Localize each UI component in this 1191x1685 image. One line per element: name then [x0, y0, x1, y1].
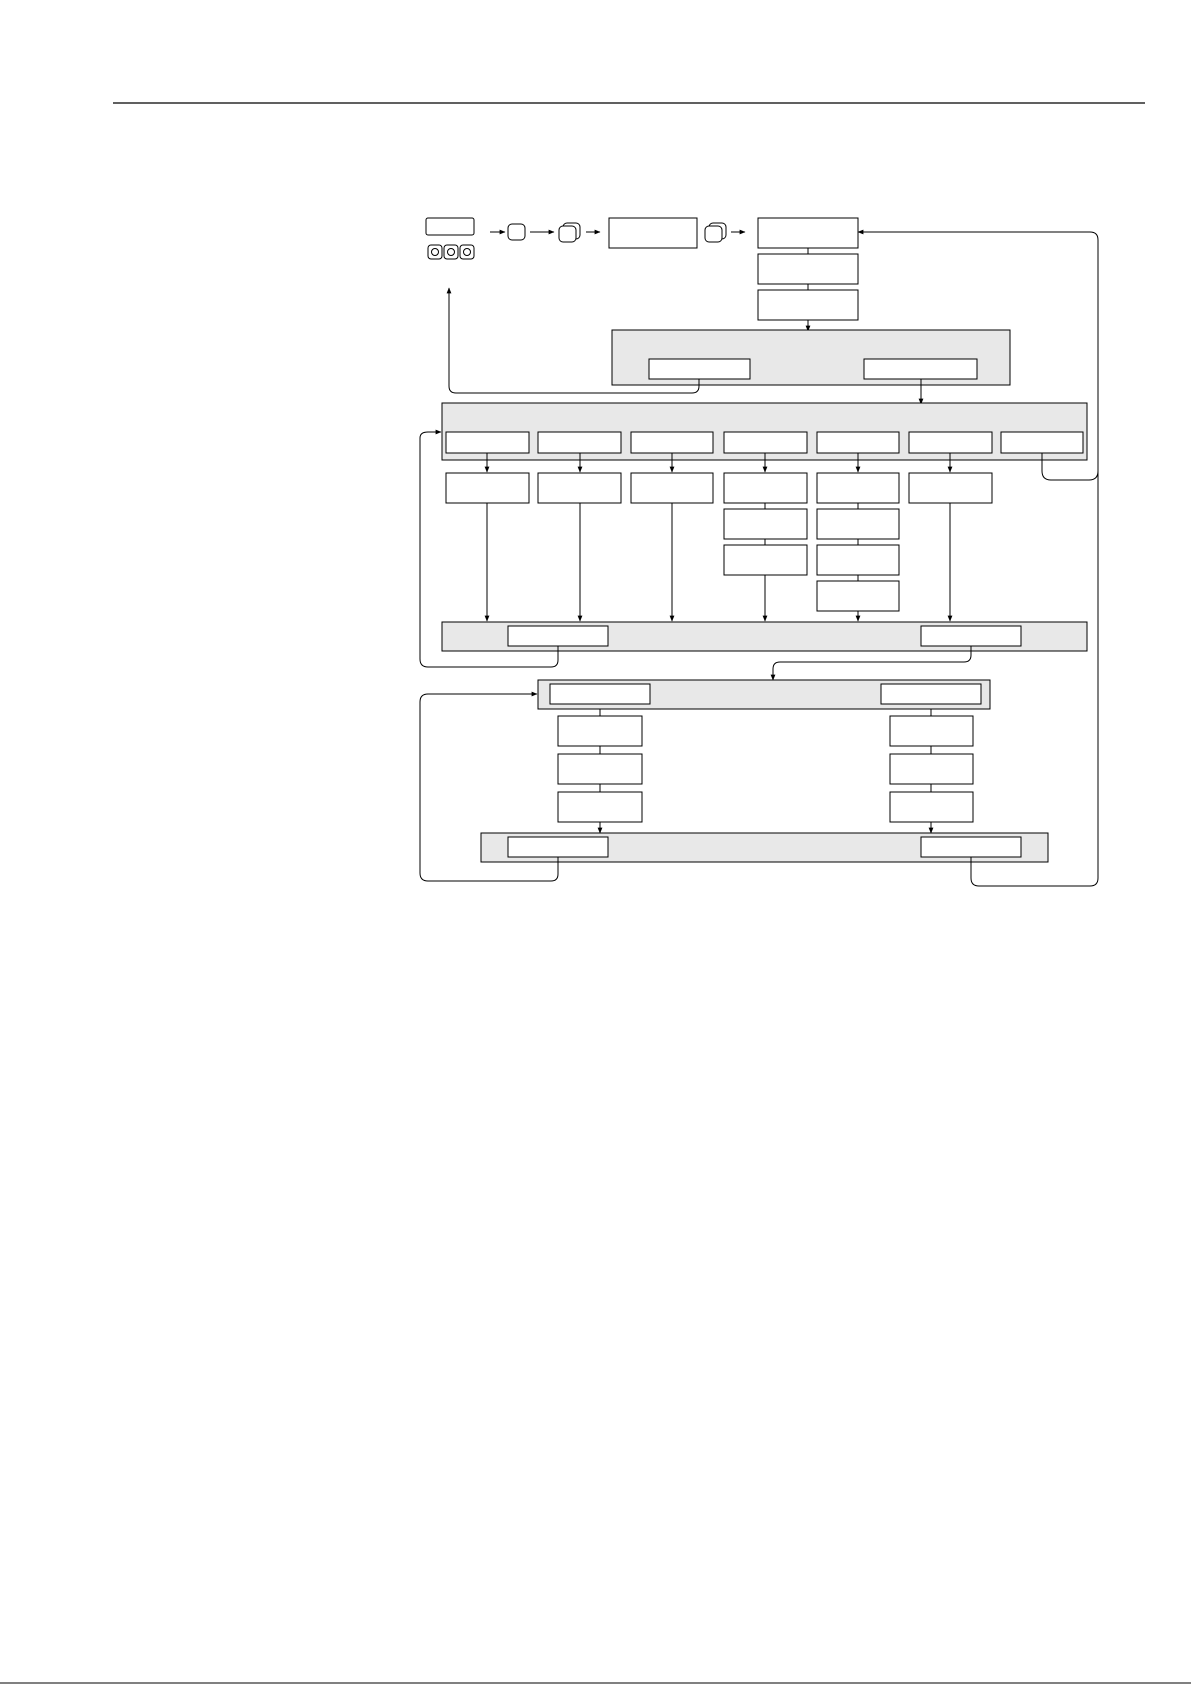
key-icon-row — [428, 245, 474, 259]
top-box-1 — [758, 218, 858, 248]
sub-box-1 — [446, 473, 529, 503]
sub-box-4c — [724, 545, 807, 575]
sub-box-5b — [817, 509, 899, 539]
panel-4-right — [881, 684, 981, 704]
sub-box-5c — [817, 545, 899, 575]
group-box-4 — [724, 432, 807, 453]
group-box-3 — [631, 432, 713, 453]
group-box-6 — [909, 432, 992, 453]
panel-3-right — [921, 626, 1021, 646]
sub-box-2 — [538, 473, 621, 503]
sub-box-3 — [631, 473, 713, 503]
top-box-2 — [758, 254, 858, 284]
p4-right-box-3 — [890, 792, 973, 822]
panel-5-right — [921, 837, 1021, 857]
p4-left-box-3 — [558, 792, 642, 822]
panel-5-left — [508, 837, 608, 857]
group-box-5 — [817, 432, 899, 453]
sub-box-6 — [909, 473, 992, 503]
panel-3-left — [508, 626, 608, 646]
panel-1-right — [864, 359, 977, 379]
display-icon — [426, 218, 474, 235]
p4-left-box-1 — [558, 716, 642, 746]
top-box-3 — [758, 290, 858, 320]
sub-box-5d — [817, 581, 899, 611]
p4-left-box-2 — [558, 754, 642, 784]
sub-box-5a — [817, 473, 899, 503]
menu-box — [609, 218, 697, 248]
scroll-key-icon — [559, 223, 580, 242]
key-icon — [508, 224, 525, 240]
group-box-2 — [538, 432, 621, 453]
sub-box-4a — [724, 473, 807, 503]
group-box-1 — [446, 432, 529, 453]
panel-4-left — [550, 684, 650, 704]
panel-1-left — [649, 359, 750, 379]
enter-key-icon — [705, 223, 726, 242]
p4-right-box-2 — [890, 754, 973, 784]
p4-right-box-1 — [890, 716, 973, 746]
sub-box-4b — [724, 509, 807, 539]
group-box-7 — [1001, 432, 1083, 453]
